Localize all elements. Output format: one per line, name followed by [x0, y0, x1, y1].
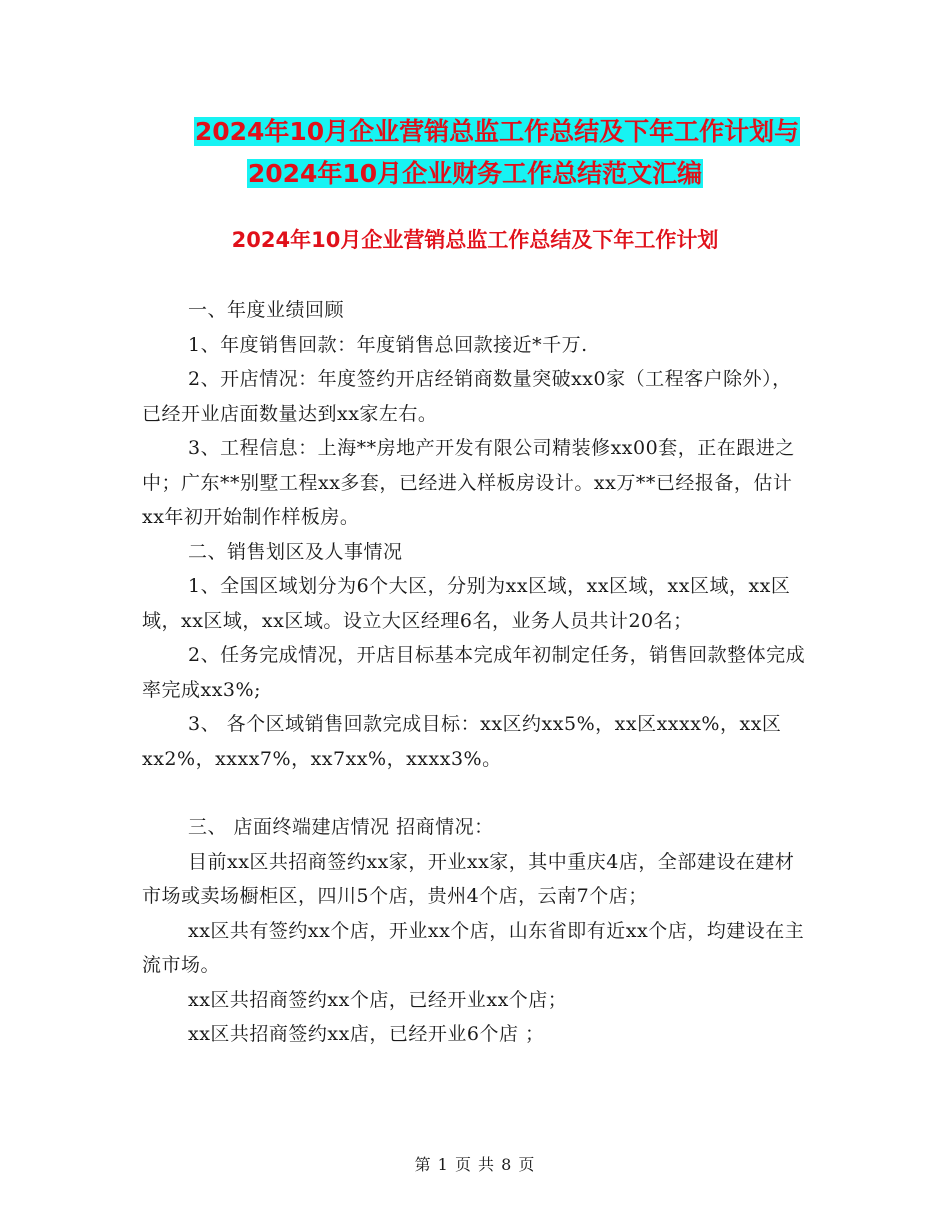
paragraph: 2、任务完成情况，开店目标基本完成年初制定任务，销售回款整体完成率完成xx3%; [142, 644, 806, 701]
paragraph: 3、 各个区域销售回款完成目标：xx区约xx5%，xx区xxxx%，xx区xx2%，xxxx7%，xx7xx%，xxxx3%。 [142, 713, 782, 770]
paragraph: 一、年度业绩回顾 [188, 299, 345, 321]
section-title: 2024年10月企业营销总监工作总结及下年工作计划 [231, 228, 719, 252]
document-body [142, 293, 810, 1052]
page-footer: 第 1 页 共 8 页 [414, 1155, 536, 1174]
paragraph: 2、开店情况：年度签约开店经销商数量突破xx0家（工程客户除外），已经开业店面数量达到xx家左右。 [142, 368, 792, 425]
paragraph: 二、销售划区及人事情况 [188, 540, 403, 563]
document-title-line-1: 2024年10月企业营销总监工作总结及下年工作计划与 [194, 117, 800, 146]
paragraph: xx区共招商签约xx个店，已经开业xx个店； [188, 988, 568, 1011]
paragraph: 三、 店面终端建店情况 招商情况： [188, 816, 494, 838]
paragraph: xx区共招商签约xx店，已经开业6个店 ； [188, 1023, 545, 1045]
paragraph: 目前xx区共招商签约xx家，开业xx家，其中重庆4店，全部建设在建材市场或卖场橱柜区，四川5个店，贵州4个店，云南7个店； [142, 850, 795, 907]
paragraph: 1、全国区域划分为6个大区，分别为xx区域，xx区域，xx区域，xx区域，xx区域，xx区域。设立大区经理6名，业务人员共计20名； [142, 575, 791, 632]
paragraph: xx区共有签约xx个店，开业xx个店，山东省即有近xx个店，均建设在主流市场。 [142, 919, 805, 976]
paragraph: 1、年度销售回款：年度销售总回款接近*千万. [188, 333, 588, 356]
document-title-line-2: 2024年10月企业财务工作总结范文汇编 [247, 159, 703, 188]
paragraph: 3、工程信息：上海**房地产开发有限公司精装修xx00套，正在跟进之中；广东**别墅工程xx多套，已经进入样板房设计。xx万**已经报备，估计xx年初开始制作样板房。 [142, 437, 795, 528]
